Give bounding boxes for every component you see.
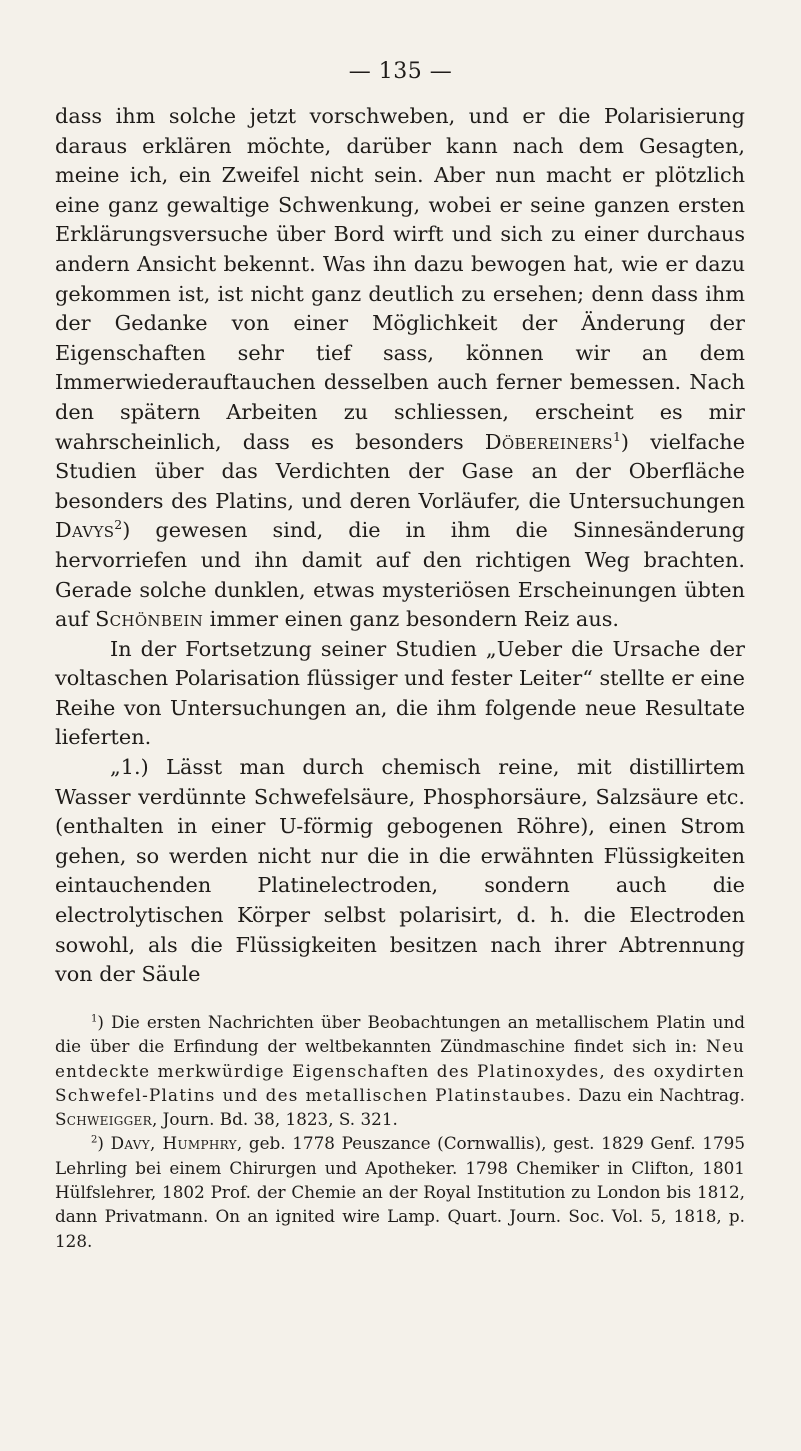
page-number-header: — 135 — (348, 59, 453, 84)
paragraph-2 (55, 635, 745, 753)
footnote-2 (55, 1131, 745, 1252)
text-run: immer einen ganz besondern Reiz aus. (203, 607, 620, 632)
paragraph-3 (55, 753, 745, 990)
name-smallcaps: Davy, Humphry (110, 1133, 237, 1154)
main-text (55, 102, 745, 990)
text-run: Dazu ein Nachtrag. (572, 1084, 745, 1105)
footnote-marker: 2 (114, 517, 123, 533)
text-run: ) Die ersten Nachrichten über Beobachtungen an metallischem Platin und die über die Erfindung der weltbekannten Zündmaschine findet sich in: (55, 1012, 745, 1057)
footnote-marker: 1 (91, 1013, 98, 1025)
text-run: ) (97, 1133, 111, 1154)
footnotes (55, 1010, 745, 1253)
text-run: ) vielfache Studien über das Verdichten der Gase an der Oberfläche besonders des Platins, und deren Vorläufer, die Untersuchungen (55, 429, 746, 513)
text-run: dass ihm solche jetzt vorschweben, und er die Polarisierung daraus erklären möchte, darüber kann nach dem Gesagten, meine ich, ein Zweifel nicht sein. Aber nun macht er plötzlich eine ganz gewaltige Schwenkung, wobei er seine ganzen ersten Erklärungsversuche über Bord wirft und sich zu einer durchaus andern Ansicht bekennt. Was ihn dazu bewogen hat, wie er dazu gekommen ist, ist nicht ganz deutlich zu ersehen; denn dass ihm der Gedanke von einer Möglichkeit der Änderung der Eigenschaften sehr tief sass, können wir an dem Immerwiederauftauchen desselben auch ferner bemessen. Nach den spätern Arbeiten zu schliessen, erscheint es mir wahrscheinlich, dass es besonders (55, 104, 745, 454)
text-run: , geb. 1778 Peuszance (Cornwallis), gest. 1829 Genf. 1795 Lehrling bei einem Chirurgen und Apotheker. 1798 Chemiker in Clifton, 1801 Hülfslehrer, 1802 Prof. der Chemie an der Royal Institution zu London bis 1812, dann Privatmann. On an ignited wire Lamp. Quart. Journ. Soc. Vol. 5, 1818, p. 128. (55, 1133, 745, 1251)
text-run: „1.) Lässt man durch chemisch reine, mit distillirtem Wasser verdünnte Schwefelsäure, Phosphorsäure, Salzsäure etc. (enthalten in einer U-förmig gebogenen Röhre), einen Strom gehen, so werden nicht nur die in die erwähnten Flüssigkeiten eintauchenden Platinelectroden, sondern auch die electrolytischen Körper selbst polarisirt, d. h. die Electroden sowohl, als die Flüssigkeiten besitzen nach ihrer Abtrennung von der Säule (55, 755, 745, 987)
name-smallcaps: Schönbein (95, 607, 204, 632)
text-run: , Journ. Bd. 38, 1823, S. 321. (151, 1109, 398, 1130)
text-run: In der Fortsetzung seiner Studien „Ueber die Ursache der voltaschen Polarisation flüssiger und fester Leiter“ stellte er eine Reihe von Untersuchungen an, die ihm folgende neue Resultate lieferten. (55, 636, 745, 750)
paragraph-1 (55, 102, 745, 635)
footnote-marker: 2 (91, 1134, 98, 1146)
name-smallcaps: Döbereiners (484, 429, 613, 454)
name-smallcaps: Davys (55, 518, 115, 543)
text-run: Neu entdeckte merkwürdige Eigenschaften des Platinoxydes, des oxydirten Schwefel-Platins und des metallischen Platinstaubes. (55, 1036, 745, 1105)
text-run: ) gewesen sind, die in ihm die Sinnesänderung hervorriefen und ihn damit auf den richtigen Weg brachten. Gerade solche dunklen, etwas mysteriösen Erscheinungen übten auf (55, 518, 745, 632)
name-smallcaps: Schweigger (55, 1109, 152, 1130)
footnote-1 (55, 1010, 745, 1131)
footnote-marker: 1 (612, 428, 621, 444)
